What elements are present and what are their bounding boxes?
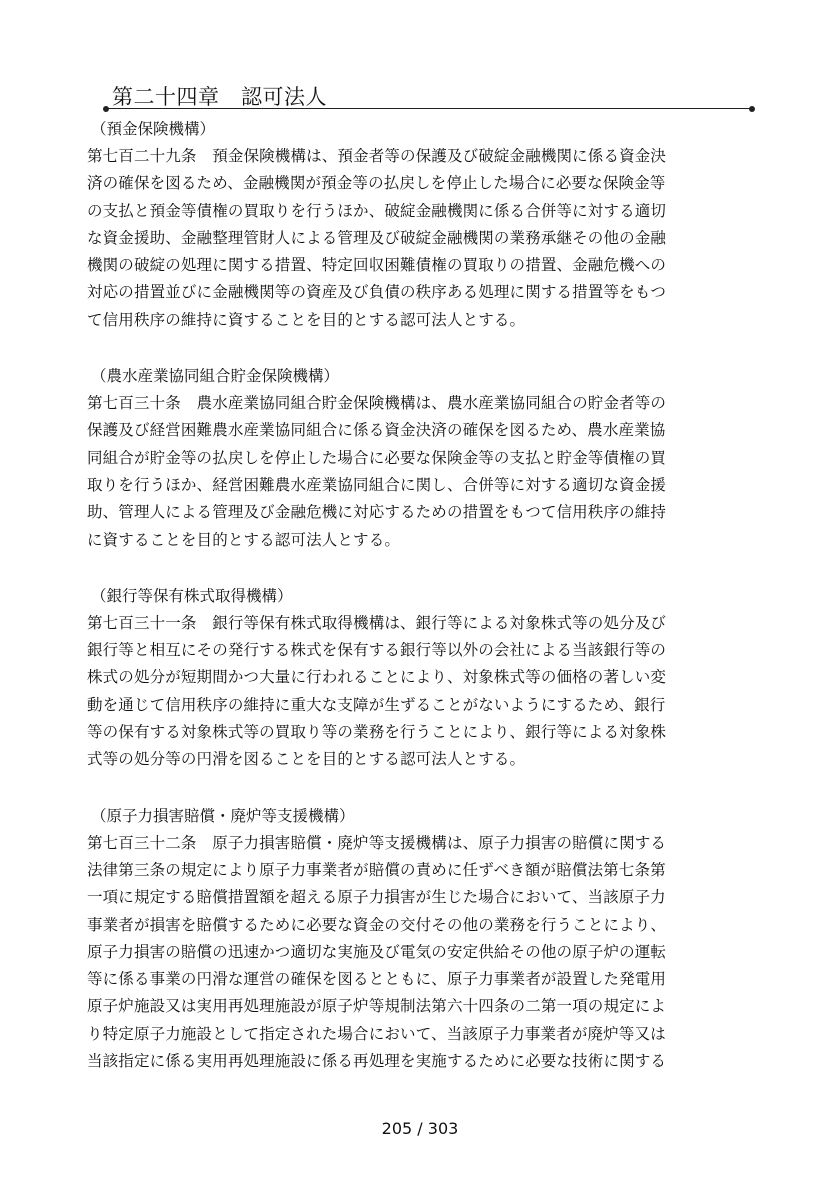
article-text-line: 原子力損害の賠償の迅速かつ適切な実施及び電気の安定供給その他の原子炉の運転: [87, 942, 667, 961]
article-caption: （銀行等保有株式取得機構）: [91, 586, 293, 605]
article-text-line: 助、管理人による管理及び金融危機に対応するための措置をもつて信用秩序の維持: [87, 503, 667, 522]
article-text-line: 済の確保を図るため、金融機関が預金等の払戻しを停止した場合に必要な保険金等: [87, 174, 666, 193]
article-text-line: 第七百三十条 農水産業協同組合貯金保険機構は、農水産業協同組合の貯金者等の: [87, 394, 667, 413]
page-number: 205 / 303: [381, 1119, 459, 1138]
article-732: [87, 803, 759, 1076]
article-text-line: 等の保有する対象株式等の買取り等の業務を行うことにより、銀行等による対象株: [87, 723, 667, 742]
article-caption: （預金保険機構）: [91, 120, 216, 138]
article-text-line: 式等の処分等の円滑を図ることを目的とする認可法人とする。: [87, 750, 526, 769]
article-text-line: 第七百三十一条 銀行等保有株式取得機構は、銀行等による対象株式等の処分及び: [87, 613, 667, 632]
article-text-line: 原子炉施設又は実用再処理施設が原子炉等規制法第六十四条の二第一項の規定によ: [87, 997, 667, 1016]
article-text-line: 当該指定に係る実用再処理施設に係る再処理を実施するために必要な技術に関する: [87, 1052, 667, 1071]
article-text-line: 対応の措置並びに金融機関等の資産及び負債の秩序ある処理に関する措置等をもつ: [87, 283, 667, 302]
rule-right-dot: [749, 106, 755, 112]
article-text-line: に資することを目的とする認可法人とする。: [87, 530, 401, 549]
article-text-line: 株式の処分が短期間かつ大量に行われることにより、対象株式等の価格の著しい変: [87, 668, 667, 687]
article-text-line: 事業者が損害を賠償するために必要な資金の交付その他の業務を行うことにより、: [87, 915, 667, 934]
article-text-line: な資金援助、金融整理管財人による管理及び破綻金融機関の業務承継その他の金融: [87, 228, 667, 247]
article-text-line: 法律第三条の規定により原子力事業者が賠償の責めに任ずべき額が賠償法第七条第: [87, 860, 666, 879]
article-caption: （農水産業協同組合貯金保険機構）: [91, 367, 340, 386]
article-730: [87, 363, 759, 554]
article-text-line: 等に係る事業の円滑な運営の確保を図るとともに、原子力事業者が設置した発電用: [87, 970, 667, 989]
article-text-line: 機関の破綻の処理に関する措置、特定回収困難債権の買取りの措置、金融危機への: [87, 256, 667, 275]
chapter-header: [106, 82, 754, 112]
article-text-line: の支払と預金等債権の買取りを行うほか、破綻金融機関に係る合併等に対する適切: [87, 201, 667, 220]
article-729: [87, 116, 759, 334]
document-body: [87, 116, 759, 1075]
article-text-line: 第七百三十二条 原子力損害賠償・廃炉等支援機構は、原子力損害の賠償に関する: [87, 833, 667, 852]
article-text-line: 銀行等と相互にその発行する株式を保有する銀行等以外の会社による当該銀行等の: [87, 641, 667, 660]
article-text-line: 一項に規定する賠償措置額を超える原子力損害が生じた場合において、当該原子力: [87, 888, 666, 907]
article-text-line: 動を通じて信用秩序の維持に重大な支障が生ずることがないようにするため、銀行: [87, 695, 666, 714]
article-text-line: 同組合が貯金等の払戻しを停止した場合に必要な保険金等の支払と貯金等債権の買: [87, 448, 667, 467]
article-text-line: 保護及び経営困難農水産業協同組合に係る資金決済の確保を図るため、農水産業協: [87, 421, 666, 440]
chapter-rule: [106, 108, 752, 109]
article-text-line: て信用秩序の維持に資することを目的とする認可法人とする。: [87, 310, 526, 329]
article-text-line: り特定原子力施設として指定された場合において、当該原子力事業者が廃炉等又は: [87, 1024, 666, 1043]
article-caption: （原子力損害賠償・廃炉等支援機構）: [91, 806, 355, 825]
article-text-line: 第七百二十九条 預金保険機構は、預金者等の保護及び破綻金融機関に係る資金決: [87, 147, 667, 165]
article-731: [87, 583, 759, 774]
article-text-line: 取りを行うほか、経営困難農水産業協同組合に関し、合併等に対する適切な資金援: [87, 475, 667, 494]
chapter-title: 第二十四章 認可法人: [112, 85, 327, 109]
